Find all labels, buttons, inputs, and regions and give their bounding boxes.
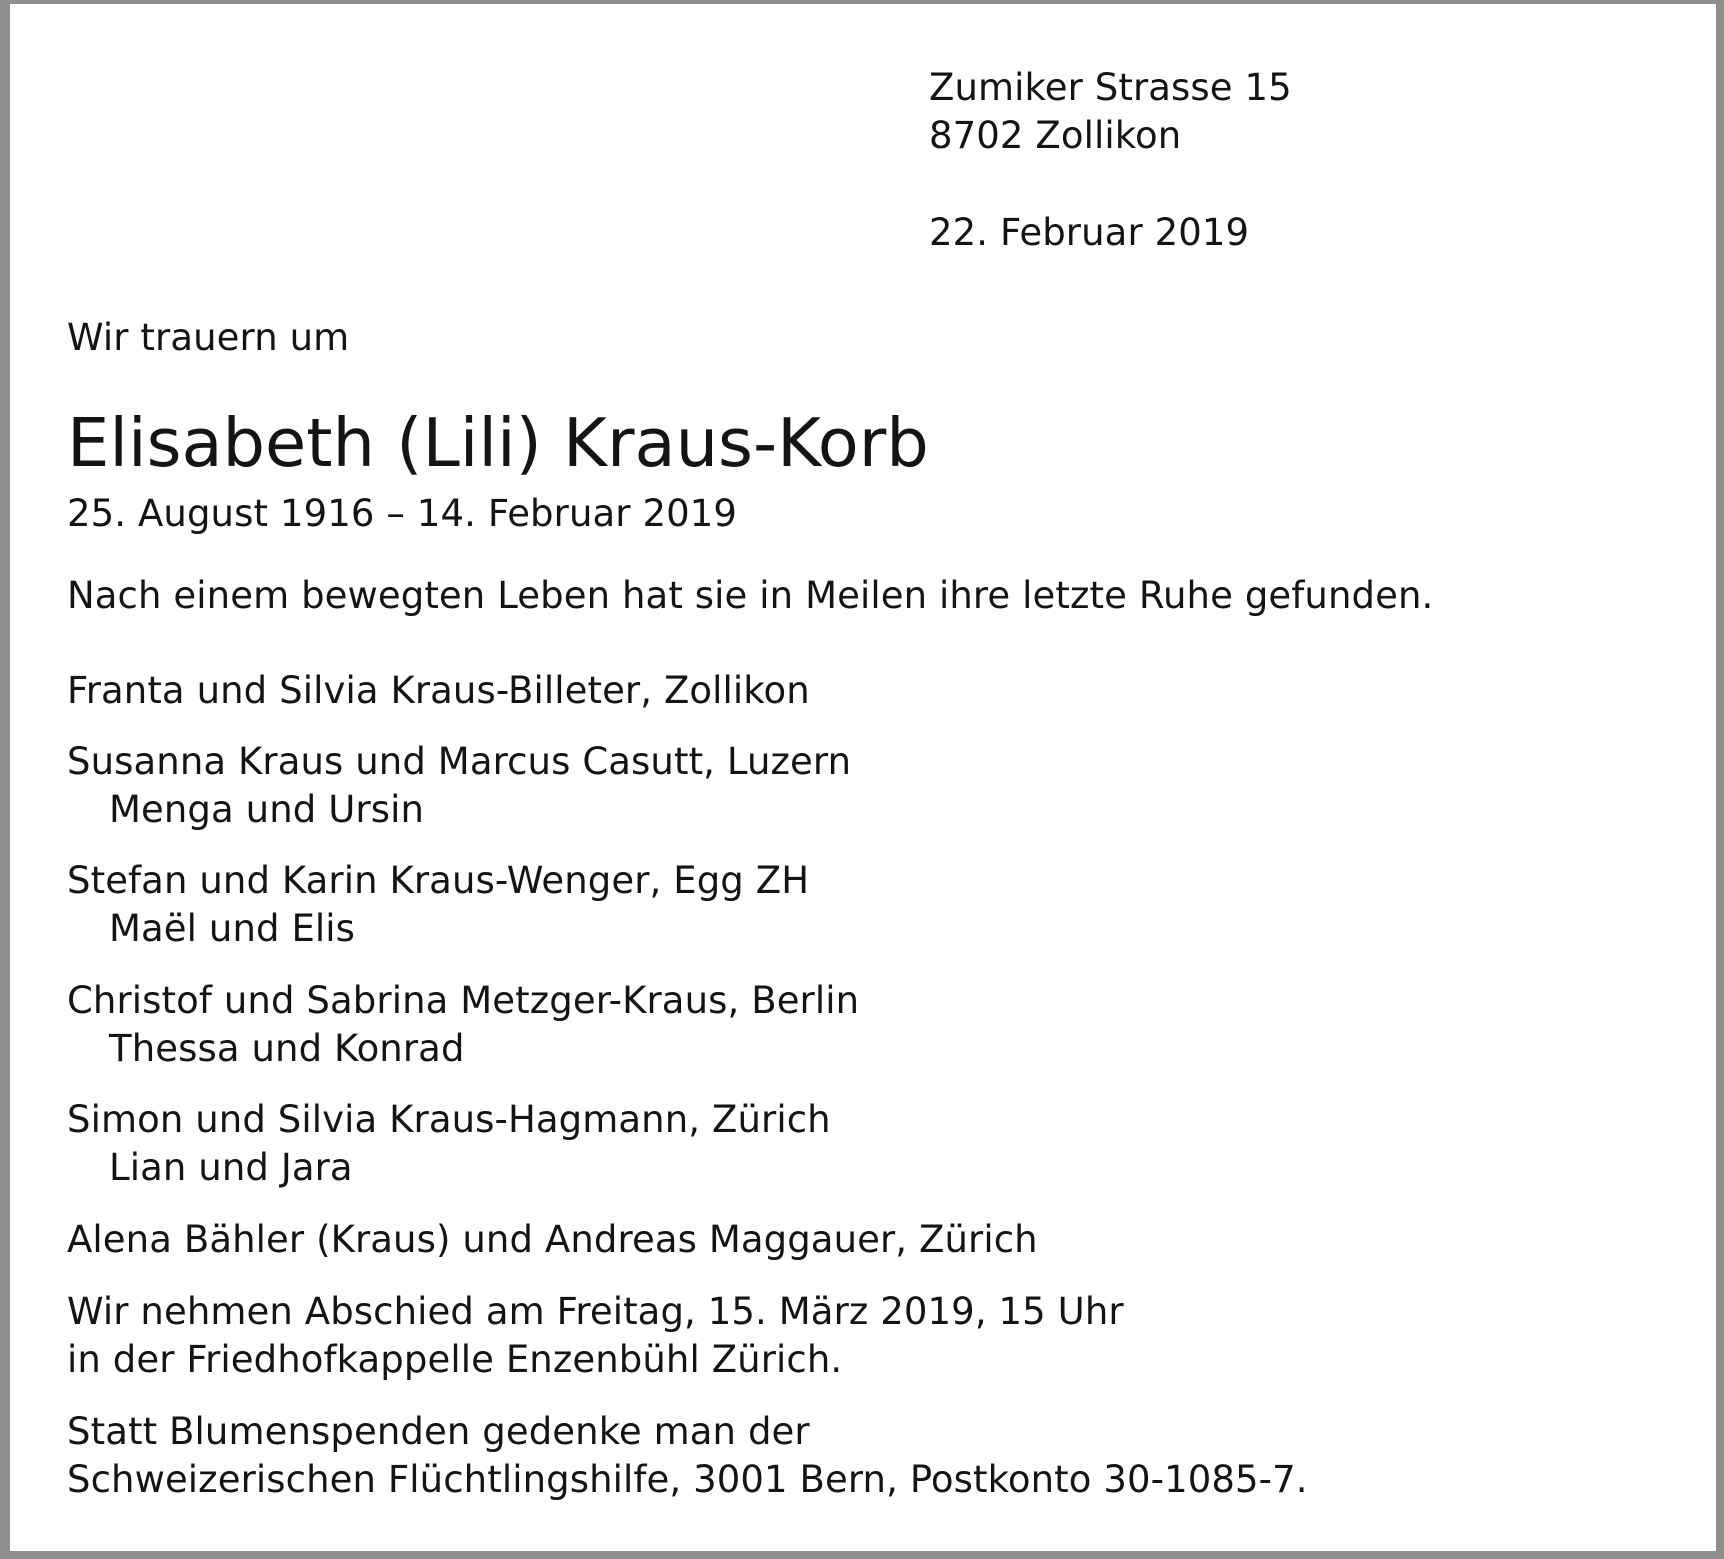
mourner-4: Christof und Sabrina Metzger-Kraus, Berlin [67,979,860,1022]
donation-line-2: Schweizerischen Flüchtlingshilfe, 3001 Bern, Postkonto 30-1085-7. [67,1458,1308,1501]
mourner-3-children: Maël und Elis [109,907,356,950]
notice-date: 22. Februar 2019 [929,211,1250,254]
mourner-3: Stefan und Karin Kraus-Wenger, Egg ZH [67,859,810,902]
deceased-name: Elisabeth (Lili) Kraus-Korb [67,404,929,482]
farewell-line-1: Wir nehmen Abschied am Freitag, 15. März 2019, 15 Uhr [67,1290,1124,1333]
mourner-1: Franta und Silvia Kraus-Billeter, Zollikon [67,669,810,712]
donation-line-1: Statt Blumenspenden gedenke man der [67,1410,810,1453]
mourner-4-children: Thessa und Konrad [109,1027,465,1070]
mourner-2-children: Menga und Ursin [109,788,425,831]
mourner-5: Simon und Silvia Kraus-Hagmann, Zürich [67,1098,831,1141]
address-street: Zumiker Strasse 15 [929,66,1292,109]
mourner-2: Susanna Kraus und Marcus Casutt, Luzern [67,740,852,783]
address-city: 8702 Zollikon [929,114,1182,157]
mourner-6: Alena Bähler (Kraus) und Andreas Maggauer, Zürich [67,1218,1038,1261]
life-dates: 25. August 1916 – 14. Februar 2019 [67,492,738,535]
intro-text: Wir trauern um [67,316,350,359]
mourner-5-children: Lian und Jara [109,1146,353,1189]
farewell-line-2: in der Friedhofkappelle Enzenbühl Zürich. [67,1338,843,1381]
statement: Nach einem bewegten Leben hat sie in Meilen ihre letzte Ruhe gefunden. [67,574,1434,617]
